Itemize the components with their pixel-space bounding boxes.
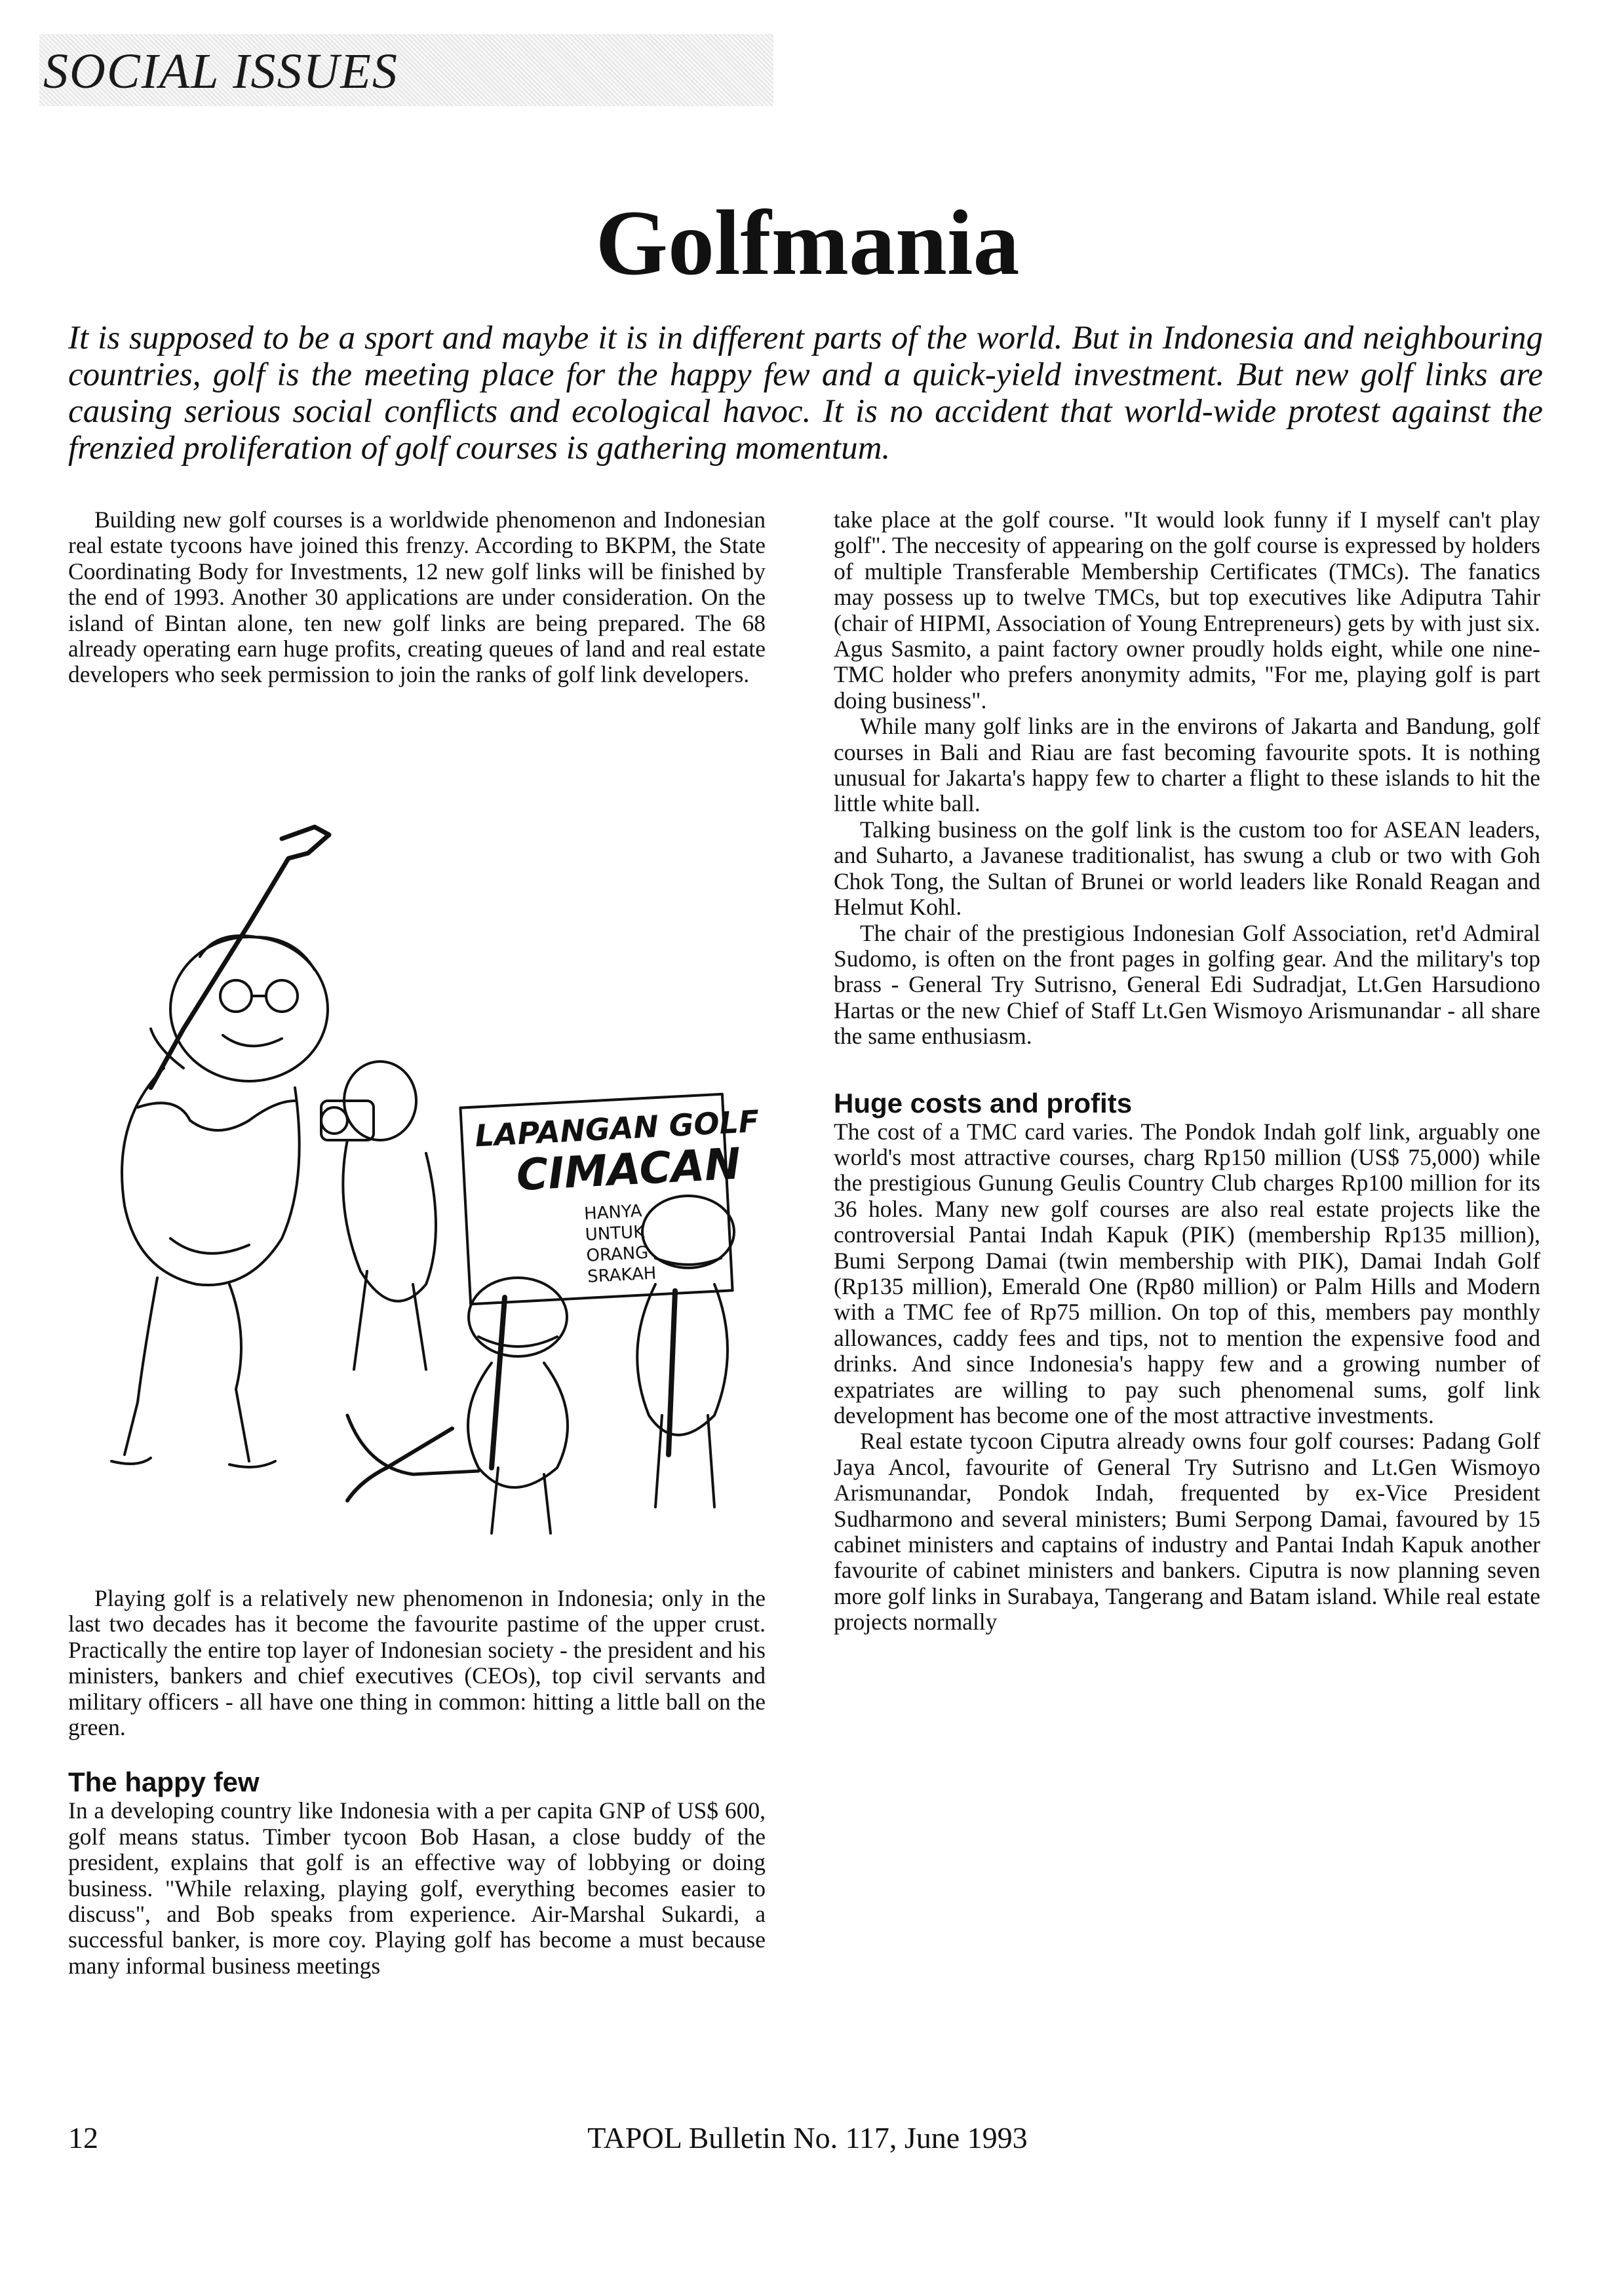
page-number: 12: [68, 2121, 98, 2154]
paragraph: In a developing country like Indonesia with a per capita GNP of US$ 600, golf means status. Timber tycoon Bob Hasan, a close buddy of the president, explains that golf is an effective way of lobbying or doing business. "While relaxing, playing golf, everything becomes easier to discuss", and Bob speaks from experience. Air-Marshal Sukardi, a successful banker, is more coy. Playing golf has become a must because many informal business meetings: [68, 1797, 766, 1979]
left-column-top: [68, 507, 766, 688]
article-title: Golfmania: [595, 191, 1020, 294]
subheading: Huge costs and profits: [834, 1087, 1133, 1119]
article-lead: It is supposed to be a sport and maybe it is in different parts of the world. But in Indonesia and neighbouring countries, golf is the meeting place for the happy few and a quick-yield investment. But new golf links are causing serious social conflicts and ecological havoc. It is no accident that world-wide protest against the frenzied proliferation of golf courses is gathering momentum.: [68, 320, 1543, 467]
sign-text-line1: LAPANGAN GOLF: [474, 1103, 760, 1154]
publication-footer: TAPOL Bulletin No. 117, June 1993: [587, 2121, 1028, 2154]
sign-text-line2: CIMACAN: [515, 1138, 742, 1201]
paragraph: Playing golf is a relatively new phenomenon in Indonesia; only in the last two decades has it become the favourite pastime of the upper crust. Practically the entire top layer of Indonesian society - the president and his ministers, bankers and chief executives (CEOs), top civil servants and military officers - all have one thing in common: hitting a little ball on the green.: [68, 1585, 766, 1741]
paragraph: While many golf links are in the environs of Jakarta and Bandung, golf courses in Bali and Riau are fast becoming favourite spots. It is nothing unusual for Jakarta's happy few to charter a flight to these islands to hit the little white ball.: [834, 713, 1540, 817]
sign-small-line: UNTUK: [585, 1222, 645, 1245]
soldier-left-helmet: [469, 1278, 567, 1356]
sign-small-line: SRAKAH: [587, 1263, 657, 1287]
section-tag: [39, 34, 773, 106]
paragraph: Building new golf courses is a worldwide phenomenon and Indonesian real estate tycoons have joined this frenzy. According to BKPM, the State Coordinating Body for Investments, 12 new golf links will be finished by the end of 1993. Another 30 applications are under consideration. On the island of Bintan alone, ten new golf links are being prepared. The 68 already operating earn huge profits, creating queues of land and real estate developers who seek permission to join the ranks of golf link developers.: [68, 507, 766, 688]
sign-small-line: ORANG: [585, 1242, 650, 1266]
section-label: SOCIAL ISSUES: [43, 44, 399, 99]
sign-small-line: HANYA: [583, 1201, 643, 1224]
right-column: [834, 507, 1540, 1636]
paragraph: take place at the golf course. "It would look funny if I myself can't play golf". The neccesity of appearing on the golf course is expressed by holders of multiple Transferable Membership Certificates (TMCs). The fanatics may possess up to twelve TMCs, but top executives like Adiputra Tahir (chair of HIPMI, Association of Young Entrepreneurs) gets by with just six. Agus Sasmito, a paint factory owner proudly holds eight, while one nine-TMC holder who prefers anonymity admits, "For me, playing golf is part doing business".: [834, 507, 1540, 714]
paragraph: Talking business on the golf link is the custom too for ASEAN leaders, and Suharto, a Javanese traditionalist, has swung a club or two with Goh Chok Tong, the Sultan of Brunei or world leaders like Ronald Reagan and Helmut Kohl.: [834, 816, 1540, 921]
golf-cartoon-illustration: [85, 813, 780, 1553]
paragraph: The chair of the prestigious Indonesian Golf Association, ret'd Admiral Sudomo, is often on the front pages in golfing gear. And the military's top brass - General Try Sutrisno, General Edi Sudradjat, Lt.Gen Harsudiono Hartas or the new Chief of Staff Lt.Gen Wismoyo Arismunandar - all share the same enthusiasm.: [834, 919, 1540, 1050]
subheading: The happy few: [68, 1767, 260, 1798]
left-column-bottom: [68, 1586, 766, 1979]
paragraph: Real estate tycoon Ciputra already owns four golf courses: Padang Golf Jaya Ancol, favourite of General Try Sutrisno and Lt.Gen Wismoyo Arismunandar, Pondok Indah, frequented by ex-Vice President Sudharmono and several ministers; Bumi Serpong Damai, favoured by 15 cabinet ministers and captains of industry and Pantai Indah Kapuk another favourite of cabinet ministers and bankers. Ciputra is now planning seven more golf links in Surabaya, Tangerang and Batam island. While real estate projects normally: [834, 1428, 1540, 1636]
paragraph: The cost of a TMC card varies. The Pondok Indah golf link, arguably one world's most attractive courses, charg Rp150 million (US$ 75,000) while the prestigious Gunung Geulis Country Club charges Rp100 million for its 36 holes. Many new golf courses are also real estate projects like the controversial Pantai Indah Kapuk (PIK) (membership Rp135 million), Bumi Serpong Damai (twin membership with PIK), Damai Indah Golf (Rp135 million), Emerald One (Rp80 million) or Palm Hills and Modern with a TMC fee of Rp75 million. On top of this, members pay monthly allowances, caddy fees and tips, not to mention the expensive food and drinks. And since Indonesia's happy few and a growing number of expatriates are willing to pay such phenomenal sums, golf link development has become one of the most attractive investments.: [834, 1118, 1540, 1428]
